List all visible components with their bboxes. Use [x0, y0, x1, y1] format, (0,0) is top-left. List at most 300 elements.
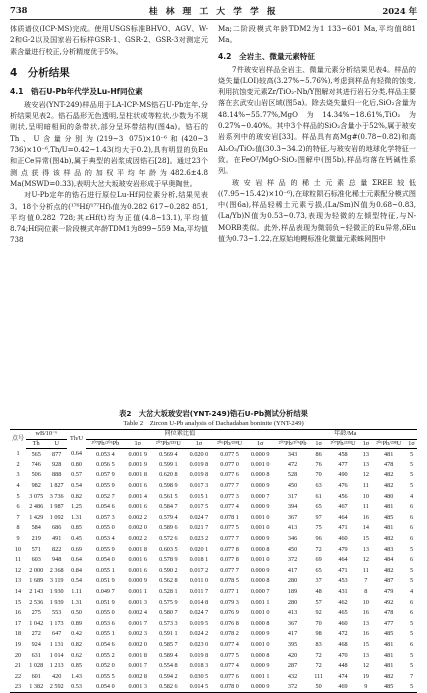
table-cell: 86	[315, 450, 322, 458]
table-cell: 1 429	[29, 513, 44, 521]
table-cell: 888	[52, 471, 62, 479]
table-cell: 1.25	[71, 503, 82, 511]
table-cell: 2 486	[29, 503, 44, 511]
table-cell: 7	[364, 577, 368, 585]
table-cell: 0.053 6	[96, 619, 115, 627]
table-cell: 481	[384, 640, 394, 648]
col-point: 点号	[10, 430, 26, 449]
table-cell: 0.077 0	[220, 460, 239, 468]
table-cell: 0.000 7	[250, 588, 270, 596]
table-cell: 0.019 5	[189, 619, 209, 627]
table-subcaption: Table 2 Zircon U-Pb analysis of Dachadaban boninite (YNT-249)	[123, 420, 304, 427]
table-cell: 482	[384, 482, 394, 490]
col-u: U	[46, 439, 66, 449]
table-cell: 0.000 8	[250, 619, 270, 627]
table-cell: 0.054 0	[96, 556, 115, 564]
table-cell: 0.584 7	[159, 503, 178, 511]
table-cell: 0.000 9	[250, 503, 270, 511]
table-cell: 3 119	[49, 577, 64, 585]
page-number: 738	[10, 5, 28, 15]
table-cell: 111	[314, 672, 324, 680]
table-cell: 603	[31, 556, 41, 564]
table-cell: 528	[287, 471, 298, 479]
table-cell: 482	[384, 672, 394, 680]
table-cell: 6	[16, 503, 20, 511]
table-cell: 0.002 0	[128, 524, 147, 532]
table-cell: 1.43	[71, 672, 82, 680]
table-cell: 506	[31, 471, 41, 479]
table-cell: 0.42	[71, 630, 82, 638]
table-cell: 6	[409, 598, 414, 606]
table-cell: 0.580 7	[159, 609, 178, 617]
table-cell: 0.079 3	[220, 598, 239, 606]
table-cell: 15	[362, 640, 369, 648]
table-cell: 394	[287, 503, 298, 511]
table-cell: 0.024 7	[189, 609, 209, 617]
table-cell: 0.078 5	[220, 577, 239, 585]
table-cell: 0.002 2	[128, 535, 147, 543]
table-cell: 5	[409, 630, 414, 638]
table-cell: 477	[338, 460, 348, 468]
table-row	[10, 449, 417, 460]
col-a-75-err: 1σ	[360, 439, 371, 449]
table-cell: 0.578 9	[159, 556, 178, 564]
table-cell: 0.575 9	[159, 598, 178, 606]
table-cell: 11	[362, 482, 369, 490]
col-group-ages: 年龄/Ma	[273, 430, 417, 440]
table-cell: 948	[52, 556, 62, 564]
table-cell: 6	[409, 609, 414, 617]
table-cell: 0.077 4	[220, 503, 239, 511]
table-cell: 0.055 9	[96, 482, 115, 490]
table-cell: 0.001 3	[125, 682, 151, 693]
table-cell: 0.001 0	[250, 524, 270, 532]
table-cell: 478	[384, 460, 394, 468]
table-cell: 0.57	[71, 471, 82, 479]
table-cell: 0.001 1	[128, 588, 147, 596]
zircon-data-table	[10, 429, 417, 693]
table-cell: 6	[409, 513, 414, 521]
table-cell: 0.001 8	[128, 471, 147, 479]
table-cell: 3	[16, 471, 20, 479]
table-cell: 601	[31, 672, 41, 680]
table-cell: 0.573 3	[159, 619, 178, 627]
table-cell: 372	[287, 556, 298, 564]
table-cell: 5	[409, 662, 414, 670]
table-cell: 0.053 4	[96, 450, 115, 458]
table-cell: 13	[362, 545, 369, 553]
table-cell: 448	[338, 662, 348, 670]
table-cell: 0.001 8	[128, 651, 147, 659]
table-cell: 0.011 7	[189, 588, 209, 596]
table-cell: 1 827	[49, 482, 64, 490]
table-cell: 0.590 2	[159, 566, 178, 574]
table-cell: 0.001 0	[250, 640, 270, 648]
table-cell: 1 930	[49, 588, 64, 596]
table-cell: 57	[315, 598, 322, 606]
table-cell: 8	[16, 524, 20, 532]
table-cell: 0.054 0	[86, 682, 124, 693]
table-cell: 464	[338, 513, 348, 521]
table-cell: 470	[338, 651, 348, 659]
table-cell: 0.077 1	[220, 588, 239, 596]
table-cell: 11	[15, 556, 21, 564]
table-cell: 0.64	[71, 450, 82, 458]
table-row	[10, 501, 417, 512]
table-cell: 0.023 0	[189, 640, 209, 648]
table-cell: 219	[31, 535, 41, 543]
table-cell: 469	[326, 682, 361, 693]
table-cell: 0.056 5	[96, 460, 115, 468]
table-cell: 417	[287, 630, 298, 638]
table-cell: 0.077 5	[220, 524, 239, 532]
table-cell: 481	[384, 651, 394, 659]
table-row	[10, 671, 417, 682]
col-a-75: ²⁰⁷Pb/²³⁵U	[326, 439, 361, 449]
table-cell: 485	[384, 630, 394, 638]
table-cell: 13	[362, 651, 369, 659]
table-cell: 0.018 1	[189, 556, 209, 564]
table-cell: 0.54	[71, 577, 82, 585]
table-cell: 0.000 8	[250, 651, 270, 659]
table-cell: 12	[362, 662, 369, 670]
table-cell: 0.582 6	[151, 682, 186, 693]
table-cell: 928	[52, 460, 62, 468]
table-cell: 465	[338, 609, 348, 617]
table-cell: 0.020 1	[189, 545, 209, 553]
col-a-76-err: 1σ	[312, 439, 326, 449]
table-cell: 417	[287, 566, 298, 574]
table-cell: 471	[338, 524, 348, 532]
table-cell: 0.011 0	[189, 577, 209, 585]
table-cell: 0.001 6	[128, 482, 147, 490]
table-cell: 5	[409, 651, 414, 659]
table-cell: 0.078 2	[220, 630, 239, 638]
table-row	[10, 597, 417, 608]
paragraph-major-elements: 7件玻安岩样品全岩主、微量元素分析结果见表4。样品的烧失量(LOI)较高(3.27%~5.76%),考虑到样品有轻微的蚀变,利用抗蚀变元素Zr/TiO₂-Nb/Y图解对其进行岩石分类,样品主要落在玄武安山岩区域(图5a)。除去烧失量归一化后,SiO₂含量为48.14%~55.77%,MgO为14.34%~18.61%,TiO₂为0.27%~0.40%。其中3个样品的SiO₂含量小于52%,属于玻安岩系列中的玻安岩[33]。样品具有高Mg#(0.78~0.82)和高Al₂O₃/TiO₂值(30.3~34.2)的特征,与玻安岩的地球化学特征一致。在FeOᵀ/MgO-SiO₂图解中(图5b),样品均落在钙碱性系列。	[218, 64, 416, 176]
table-cell: 19	[14, 640, 22, 648]
table-cell: 0.001 6	[128, 556, 147, 564]
table-cell: 0.554 8	[159, 662, 178, 670]
table-cell: 0.024 2	[189, 630, 209, 638]
table-cell: 0.82	[71, 492, 82, 500]
col-group-ratios: 同位素比值	[86, 430, 273, 440]
table-cell: 22	[14, 672, 22, 680]
table-cell: 6	[409, 535, 414, 543]
table-cell: 0.002 2	[128, 513, 147, 521]
table-cell: 474	[338, 672, 348, 680]
table-row	[10, 650, 417, 661]
table-cell: 0.077 5	[220, 450, 239, 458]
table-cell: 0.000 9	[250, 630, 270, 638]
table-cell: 75	[315, 524, 322, 532]
table-cell: 48	[315, 588, 322, 596]
col-thu: Th/U	[67, 430, 86, 449]
table-row	[10, 523, 417, 534]
table-cell: 0.89	[71, 619, 82, 627]
table-cell: 20	[14, 651, 22, 659]
table-cell: 0.055 0	[96, 524, 115, 532]
table-cell: 6	[409, 503, 414, 511]
table-cell: 65	[315, 566, 322, 574]
table-cell: 0.077 3	[220, 492, 239, 500]
table-cell: 480	[384, 492, 394, 500]
table-cell: 0.076 8	[220, 619, 239, 627]
table-cell: 1 987	[49, 503, 64, 511]
table-cell: 482	[384, 566, 394, 574]
table-cell: 5	[409, 545, 414, 553]
table-cell: 5	[409, 566, 414, 574]
table-cell: 491	[52, 535, 62, 543]
table-cell: 0.002 3	[128, 630, 147, 638]
table-cell: 0.057 3	[96, 513, 115, 521]
table-row	[10, 607, 417, 618]
table-cell: 0.001 0	[250, 460, 270, 468]
table-cell: 0.077 6	[220, 672, 239, 680]
table-cell: 5	[16, 492, 20, 500]
table-cell: 481	[384, 662, 394, 670]
table-cell: 686	[52, 524, 62, 532]
table-cell: 0.585 7	[159, 640, 178, 648]
table-cell: 982	[31, 482, 41, 490]
table-cell: 2 368	[49, 566, 64, 574]
table-cell: 485	[371, 682, 406, 693]
table-cell: 0.077 8	[220, 556, 239, 564]
col-r-75: ²⁰⁷Pb/²³⁵U	[151, 439, 186, 449]
table-cell: 1 689	[29, 577, 44, 585]
table-cell: 0.076 9	[220, 609, 239, 617]
table-cell: 1.11	[71, 588, 82, 596]
table-cell: 460	[338, 619, 348, 627]
table-cell: 0.64	[71, 556, 82, 564]
table-cell: 2 592	[46, 682, 66, 693]
table-row	[10, 491, 417, 502]
table-cell: 0.598 9	[159, 482, 178, 490]
table-cell: 0.051 9	[96, 577, 115, 585]
table-cell: 0.077 7	[220, 566, 239, 574]
table-cell: 0.002 0	[128, 640, 147, 648]
table-cell: 0.021 7	[189, 524, 209, 532]
table-cell: 0.589 4	[159, 651, 178, 659]
table-cell: 0.055 2	[96, 651, 115, 659]
table-cell: 0.001 0	[250, 556, 270, 564]
table-cell: 12	[14, 566, 22, 574]
table-cell: 0.80	[71, 460, 82, 468]
table-cell: 0.001 6	[128, 503, 147, 511]
table-cell: 0.000 7	[250, 492, 270, 500]
table-cell: 11	[362, 566, 369, 574]
table-cell: 0.000 9	[250, 535, 270, 543]
table-cell: 96	[315, 535, 322, 543]
table-cell: 395	[287, 640, 298, 648]
table-cell: 822	[52, 545, 62, 553]
table-cell: 0.001 6	[128, 566, 147, 574]
table-cell: 16	[362, 609, 369, 617]
table-cell: 367	[287, 513, 298, 521]
col-r-76-err: 1σ	[125, 439, 151, 449]
table-cell: 16	[362, 513, 369, 521]
table-cell: 0.077 5	[220, 651, 239, 659]
table-cell: 483	[384, 545, 394, 553]
table-cell: 0.055 1	[96, 630, 115, 638]
subsection-heading-geochem: 4.2 全岩主、微量元素特征	[218, 51, 315, 61]
table-cell: 420	[52, 672, 62, 680]
journal-year: 2024 年	[382, 6, 417, 16]
table-cell: 72	[315, 651, 322, 659]
table-cell: 21	[14, 662, 22, 670]
table-cell: 280	[287, 598, 298, 606]
table-cell: 61	[315, 492, 322, 500]
table-cell: 0.020 0	[189, 450, 209, 458]
table-cell: 479	[384, 588, 394, 596]
table-cell: 14	[362, 524, 369, 532]
table-cell: 0.82	[71, 640, 82, 648]
table-cell: 65	[315, 503, 322, 511]
table-cell: 0.45	[71, 535, 82, 543]
table-cell: 0.001 9	[128, 450, 147, 458]
table-cell: 746	[31, 460, 41, 468]
table-cell: 7	[409, 672, 414, 680]
table-cell: 0.000 9	[128, 577, 147, 585]
table-cell: 0.015 1	[189, 492, 209, 500]
table-cell: 1 173	[49, 619, 64, 627]
table-cell: 2 143	[29, 588, 44, 596]
table-cell: 0.001 7	[128, 662, 147, 670]
table-cell: 924	[31, 640, 41, 648]
table-cell: 9	[360, 682, 371, 693]
table-cell: 484	[384, 556, 394, 564]
table-cell: 15	[14, 598, 22, 606]
col-r-75-err: 1σ	[186, 439, 212, 449]
col-a-68-err: 1σ	[406, 439, 417, 449]
table-cell: 10	[362, 492, 369, 500]
table-cell: 1 213	[49, 662, 64, 670]
table-cell: 0.018 3	[189, 662, 209, 670]
table-row	[10, 682, 417, 693]
table-cell: 0.000 9	[247, 682, 273, 693]
table-cell: 317	[287, 492, 298, 500]
table-cell: 372	[273, 682, 311, 693]
table-cell: 0.024 7	[189, 513, 209, 521]
table-cell: 70	[315, 471, 322, 479]
table-cell: 0.077 8	[220, 545, 239, 553]
table-cell: 0.000 9	[250, 662, 270, 670]
table-cell: 0.589 6	[159, 524, 178, 532]
table-row	[10, 533, 417, 544]
right-column	[218, 23, 416, 244]
table-cell: 5	[409, 460, 414, 468]
table-cell: 3 075	[29, 492, 44, 500]
table-cell: 275	[31, 609, 41, 617]
table-cell: 492	[384, 598, 394, 606]
table-cell: 5	[406, 682, 417, 693]
table-cell: 16	[362, 630, 369, 638]
table-cell: 0.594 2	[159, 672, 178, 680]
table-cell: 19	[362, 672, 369, 680]
table-cell: 0.053 4	[96, 535, 115, 543]
table-cell: 0.055 1	[96, 566, 115, 574]
table-cell: 0.055 0	[96, 609, 115, 617]
table-cell: 0.528 1	[159, 588, 178, 596]
table-row	[10, 629, 417, 640]
table-cell: 5	[409, 450, 414, 458]
table-row	[10, 639, 417, 650]
table-cell: 0.054 6	[96, 503, 115, 511]
table-cell: 0.077 7	[220, 482, 239, 490]
table-row	[10, 544, 417, 555]
table-cell: 0.85	[71, 662, 82, 670]
table-cell: 7	[16, 513, 20, 521]
table-cell: 0.85	[71, 524, 82, 532]
table-cell: 553	[52, 609, 62, 617]
table-cell: 0.000 8	[250, 545, 270, 553]
table-cell: 0.055 5	[96, 672, 115, 680]
table-cell: 0.077 6	[220, 471, 239, 479]
table-cell: 12	[362, 556, 369, 564]
table-cell: 15	[362, 535, 369, 543]
table-cell: 479	[338, 545, 348, 553]
paragraph-method-end: 体质谱仪(ICP-MS)完成。使用USGS标准BHVO、AGV、W-2和G-2以及国家岩石标样GSR-1、GSR-2、GSR-3对测定元素含量进行校正,分析精度优于5%。	[10, 24, 208, 56]
table-cell: 471	[338, 566, 348, 574]
table-cell: 431	[338, 588, 348, 596]
table-caption: 表2 大岔大坂玻安岩(YNT-249)锆石U-Pb测试分析结果	[119, 409, 308, 418]
table-cell: 0.000 8	[250, 471, 270, 479]
table-cell: 0.569 4	[159, 450, 178, 458]
table-cell: 12	[362, 471, 369, 479]
table-row	[10, 586, 417, 597]
table-cell: 464	[338, 556, 348, 564]
table-cell: 0.001 1	[250, 598, 270, 606]
table-cell: 432	[287, 672, 298, 680]
table-cell: 272	[31, 630, 41, 638]
table-cell: 462	[338, 598, 348, 606]
table-cell: 0.057 9	[96, 471, 115, 479]
table-cell: 0.023 2	[189, 535, 209, 543]
col-r-68-err: 1σ	[247, 439, 273, 449]
table-cell: 476	[338, 482, 348, 490]
table-cell: 1.31	[71, 598, 82, 606]
table-cell: 0.572 6	[159, 535, 178, 543]
table-cell: 0.019 8	[189, 471, 209, 479]
table-cell: 453	[338, 577, 348, 585]
table-cell: 481	[384, 524, 394, 532]
table-cell: 6	[409, 524, 414, 532]
table-cell: 6	[409, 556, 414, 564]
table-cell: 0.562 8	[159, 577, 178, 585]
table-cell: 14	[14, 588, 22, 596]
table-cell: 565	[31, 450, 41, 458]
table-cell: 0.599 1	[159, 460, 178, 468]
table-cell: 343	[287, 450, 298, 458]
table-cell: 0.000 8	[250, 577, 270, 585]
table-cell: 0.017 2	[189, 566, 209, 574]
table-cell: 13	[362, 450, 369, 458]
table-cell: 2 000	[29, 566, 44, 574]
table-cell: 37	[315, 577, 322, 585]
left-column	[10, 23, 208, 246]
table-cell: 0.50	[71, 609, 82, 617]
table-cell: 1 042	[29, 619, 44, 627]
table-cell: 0.019 8	[189, 651, 209, 659]
table-cell: 0.603 5	[159, 545, 178, 553]
table-cell: 0.002 8	[128, 672, 147, 680]
table-cell: 4	[409, 588, 414, 596]
table-cell: 70	[315, 619, 322, 627]
col-a-76: ²⁰⁷Pb/²⁰⁶Pb	[273, 439, 311, 449]
table-cell: 0.001 0	[250, 609, 270, 617]
table-cell: 2	[16, 460, 20, 468]
table-cell: 877	[52, 450, 62, 458]
